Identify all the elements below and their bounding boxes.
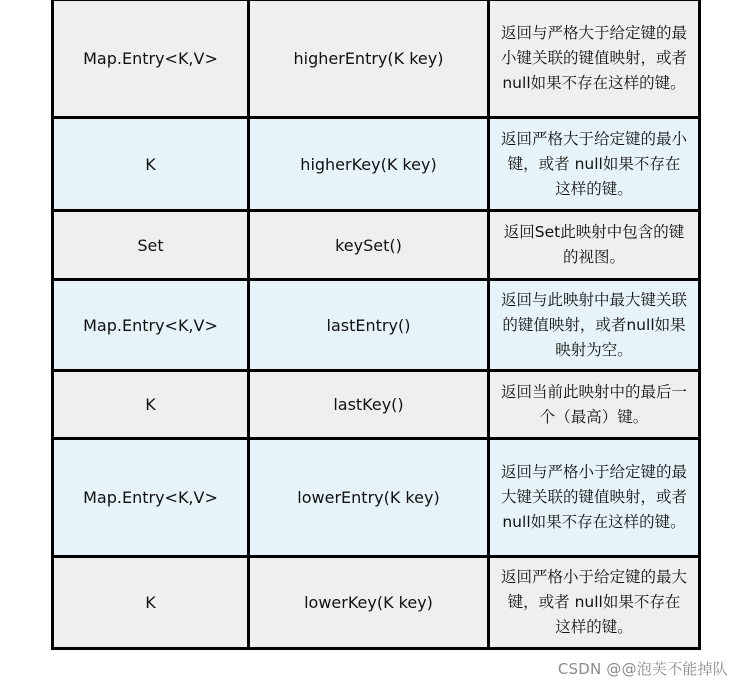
description-cell: 返回与严格大于给定键的最小键关联的键值映射，或者null如果不存在这样的键。 bbox=[489, 0, 700, 118]
method-cell: lowerKey(K key) bbox=[249, 557, 489, 649]
table-row bbox=[53, 0, 700, 118]
description-cell: 返回当前此映射中的最后一个（最高）键。 bbox=[489, 371, 700, 439]
csdn-watermark: CSDN @@泡芙不能掉队 bbox=[557, 660, 728, 678]
description-cell: 返回严格大于给定键的最小键，或者 null如果不存在这样的键。 bbox=[489, 118, 700, 211]
description-cell: 返回与此映射中最大键关联的键值映射，或者null如果映射为空。 bbox=[489, 280, 700, 371]
description-cell: 返回严格小于给定键的最大键，或者 null如果不存在这样的键。 bbox=[489, 557, 700, 649]
return-type-cell: Set bbox=[53, 211, 249, 280]
return-type-cell: K bbox=[53, 371, 249, 439]
table-row bbox=[53, 371, 700, 439]
table-row bbox=[53, 280, 700, 371]
method-cell: keySet() bbox=[249, 211, 489, 280]
return-type-cell: Map.Entry<K,V> bbox=[53, 0, 249, 118]
return-type-cell: K bbox=[53, 118, 249, 211]
api-method-table bbox=[51, 0, 701, 650]
description-cell: 返回Set此映射中包含的键的视图。 bbox=[489, 211, 700, 280]
description-cell: 返回与严格小于给定键的最大键关联的键值映射，或者null如果不存在这样的键。 bbox=[489, 439, 700, 557]
method-cell: higherKey(K key) bbox=[249, 118, 489, 211]
table-row bbox=[53, 211, 700, 280]
method-cell: higherEntry(K key) bbox=[249, 0, 489, 118]
return-type-cell: K bbox=[53, 557, 249, 649]
method-cell: lastEntry() bbox=[249, 280, 489, 371]
table-row bbox=[53, 557, 700, 649]
table-row bbox=[53, 439, 700, 557]
return-type-cell: Map.Entry<K,V> bbox=[53, 439, 249, 557]
table-row bbox=[53, 118, 700, 211]
method-cell: lastKey() bbox=[249, 371, 489, 439]
method-cell: lowerEntry(K key) bbox=[249, 439, 489, 557]
return-type-cell: Map.Entry<K,V> bbox=[53, 280, 249, 371]
